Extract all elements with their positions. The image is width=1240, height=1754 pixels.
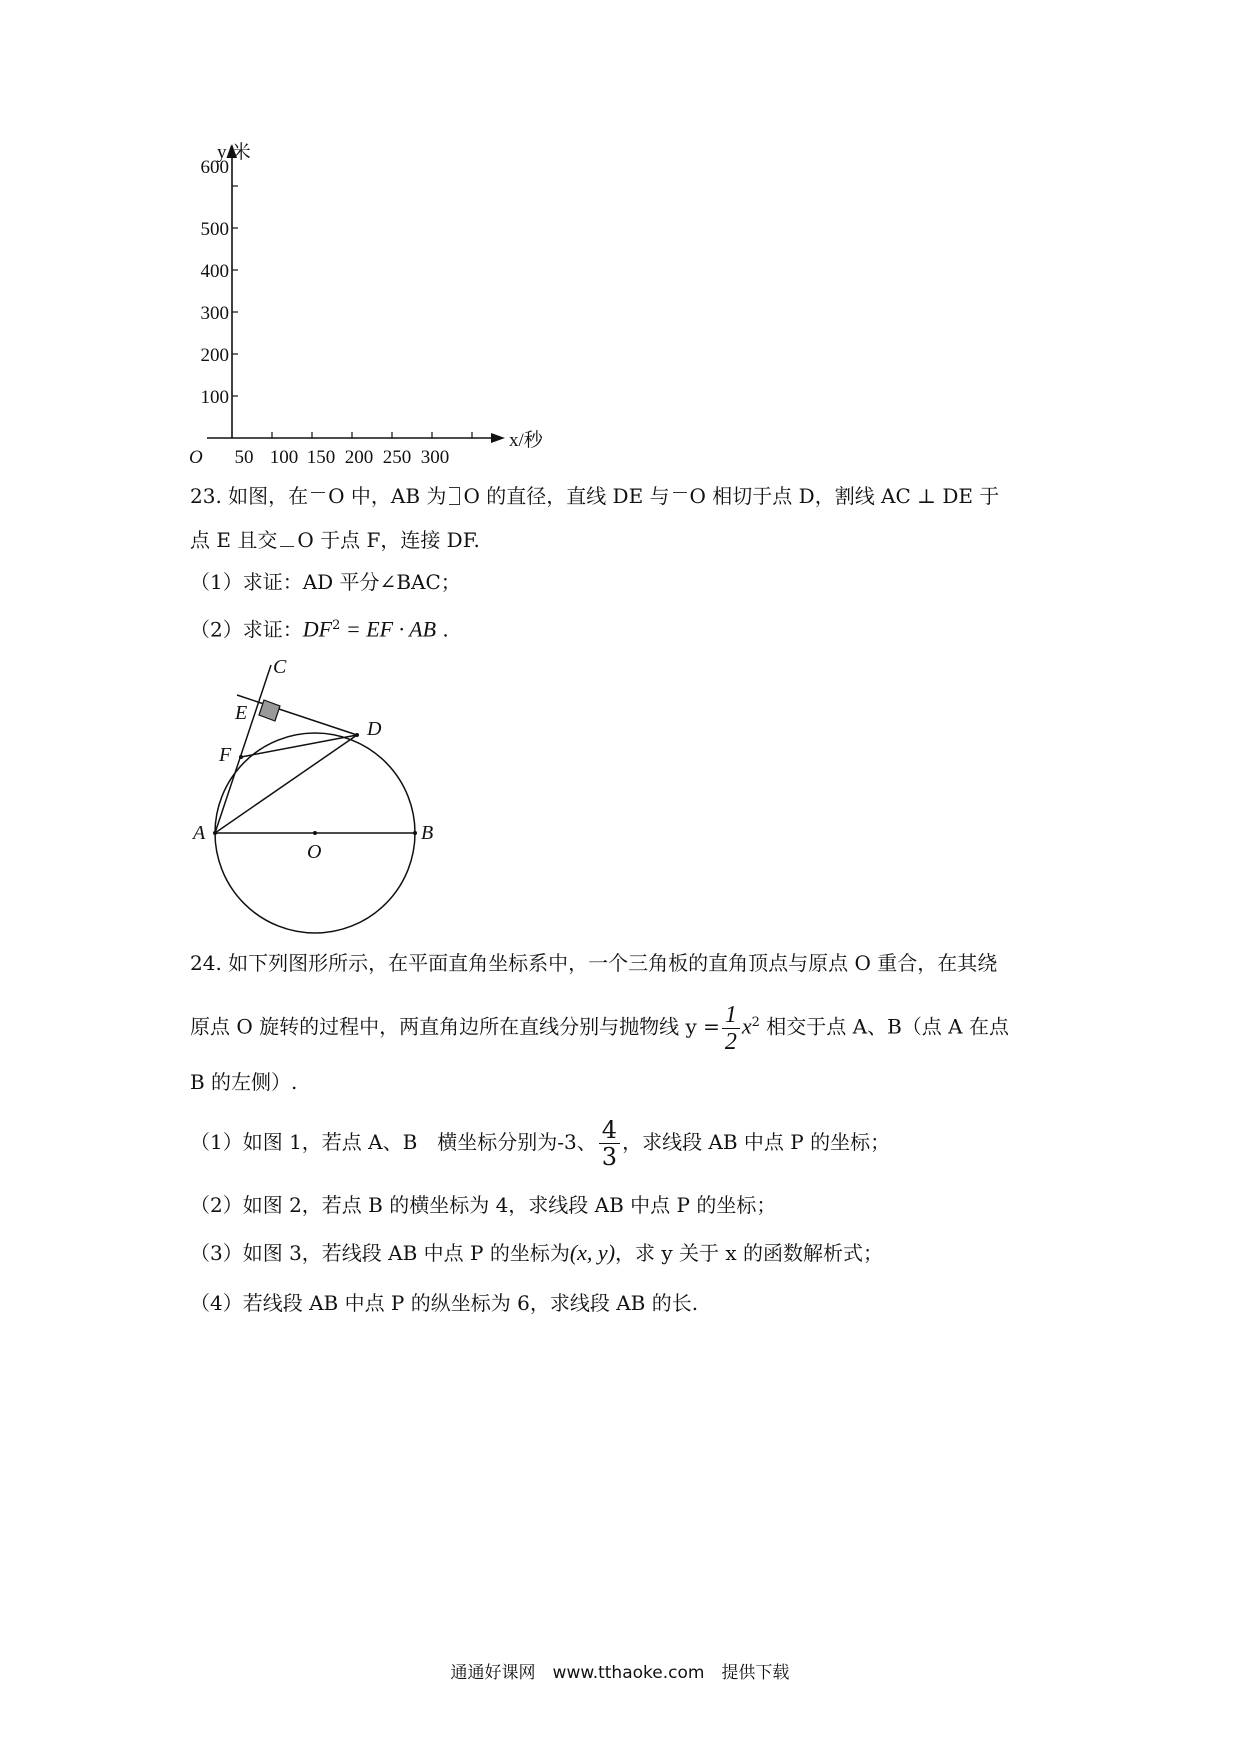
q23-text: . <box>436 617 449 642</box>
distance-time-axes <box>185 140 545 470</box>
q23-text: 点 E 且交 <box>190 528 278 552</box>
fraction-denominator: 3 <box>601 1143 618 1171</box>
q24-superscript: 2 <box>751 1015 760 1030</box>
q24-text: 原点 O 旋转的过程中，两直角边所在直线分别与抛物线 y = <box>190 1014 720 1039</box>
q23-line2 <box>190 526 480 554</box>
q23-formula: DF <box>302 616 333 642</box>
circle-symbol-placeholder <box>449 487 460 505</box>
x-axis-label: x/秒 <box>509 430 543 451</box>
q24-line1: 24. 如下列图形所示，在平面直角坐标系中，一个三角板的直角顶点与原点 O 重合，在其绕 <box>190 951 998 975</box>
y-tick-label: 300 <box>200 303 229 324</box>
label-f: F <box>219 744 232 766</box>
q23-text: 23. 如图，在 <box>190 484 309 508</box>
q24-line3: B 的左侧）. <box>190 1070 298 1094</box>
point-d-dot <box>355 733 359 737</box>
circle-symbol-placeholder <box>280 540 294 547</box>
q23-text: O 相切于点 D，割线 AC ⊥ DE 于 <box>689 484 1000 508</box>
y-tick-marks <box>232 186 238 396</box>
point-a-dot <box>213 831 217 835</box>
fraction-one-half <box>722 1002 740 1055</box>
q24-part3 <box>190 1239 883 1267</box>
x-tick-label: 150 <box>306 447 336 468</box>
segment-ad <box>215 735 357 833</box>
q24-text: （1）如图 1，若点 A、B 横坐标分别为-3、 <box>190 1130 597 1154</box>
label-e: E <box>235 702 248 724</box>
point-f-dot <box>239 755 243 759</box>
label-a: A <box>193 822 206 844</box>
q24-text: ，求线段 AB 中点 P 的坐标； <box>622 1130 891 1154</box>
y-tick-label: 600 <box>200 157 229 178</box>
fraction-denominator: 2 <box>724 1028 737 1055</box>
q24-part1 <box>190 1112 890 1172</box>
x-tick-marks <box>272 432 472 438</box>
q23-superscript: 2 <box>332 618 341 633</box>
q23-part2 <box>190 612 449 644</box>
q24-part4: （4）若线段 AB 中点 P 的纵坐标为 6，求线段 AB 的长. <box>190 1291 699 1315</box>
q24-part2: （2）如图 2，若点 B 的横坐标为 4，求线段 AB 中点 P 的坐标； <box>190 1193 777 1217</box>
q23-part1: （1）求证：AD 平分∠BAC； <box>190 570 461 594</box>
label-b: B <box>421 822 434 844</box>
fraction-four-thirds <box>599 1117 620 1170</box>
x-tick-label: 200 <box>344 447 374 468</box>
x-tick-label: 300 <box>420 447 450 468</box>
x-tick-label: 100 <box>269 447 299 468</box>
q24-line2 <box>190 993 1009 1053</box>
fraction-numerator: 1 <box>722 1002 740 1029</box>
q23-formula: = EF · AB <box>340 616 437 642</box>
q23-text: O 的直径，直线 DE 与 <box>463 484 670 508</box>
q24-text: 相交于点 A、B（点 A 在点 <box>759 1014 1009 1039</box>
q23-text: （2）求证： <box>190 617 303 642</box>
point-o-dot <box>313 831 317 835</box>
q24-text: ，求 y 关于 x 的函数解析式； <box>615 1241 884 1265</box>
x-axis-arrow <box>491 433 505 443</box>
q23-text: O 于点 F，连接 DF. <box>297 528 480 552</box>
label-o: O <box>307 841 322 863</box>
point-b-dot <box>413 831 417 835</box>
x-tick-label: 50 <box>234 447 254 468</box>
label-c: C <box>273 656 287 678</box>
q24-coordinate: (x, y) <box>569 1240 616 1265</box>
label-d: D <box>367 718 382 740</box>
y-tick-label: 100 <box>200 387 229 408</box>
x-tick-label: 250 <box>382 447 412 468</box>
q24-variable: x <box>741 1013 752 1039</box>
y-tick-label: 200 <box>200 345 229 366</box>
q23-line1 <box>190 482 999 510</box>
y-axis-label: y/米 <box>217 142 251 163</box>
q24-text: （3）如图 3，若线段 AB 中点 P 的坐标为 <box>190 1241 570 1265</box>
circle-symbol-placeholder <box>311 492 325 503</box>
y-tick-label: 500 <box>200 219 229 240</box>
origin-label: O <box>189 447 203 468</box>
q23-text: O 中，AB 为 <box>328 484 447 508</box>
circle-symbol-placeholder <box>673 492 687 503</box>
segment-fd <box>241 735 357 757</box>
page-footer: 通通好课网 www.tthaoke.com 提供下载 <box>450 1663 790 1683</box>
circle-tangent-figure <box>185 655 445 935</box>
y-tick-label: 400 <box>200 261 229 282</box>
fraction-numerator: 4 <box>599 1117 620 1144</box>
